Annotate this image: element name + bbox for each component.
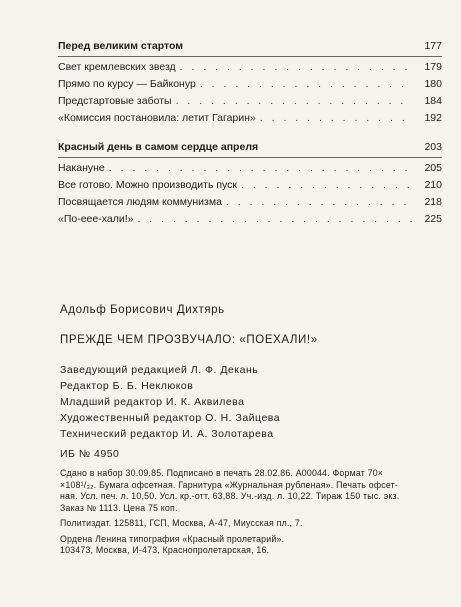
imprint-block (60, 304, 446, 557)
toc-entry-page: 192 (424, 112, 442, 124)
toc-entry-page: 179 (424, 61, 442, 73)
toc-entry (58, 59, 442, 76)
toc-entry-page: 218 (424, 196, 442, 208)
toc-heading-title: Красный день в самом сердце апреля (58, 141, 259, 153)
toc-entry-page: 180 (424, 78, 442, 90)
toc-entry-title: Посвящается людям коммунизма (58, 196, 222, 208)
toc-entry-title: Прямо по курсу — Байконур (58, 78, 196, 90)
toc-entry (58, 177, 442, 194)
toc-entry-page: 210 (424, 179, 442, 191)
toc-entry (58, 93, 442, 110)
toc-entry-page: 184 (424, 95, 442, 107)
dot-leader (241, 177, 412, 194)
toc-entry-title: «По-еее-хали!» (58, 213, 134, 225)
credit-line: Младший редактор И. К. Аквилева (60, 396, 245, 408)
printer-line: 103473, Москва, И-473, Краснопролетарская, 16. (60, 545, 270, 555)
dot-leader (226, 194, 412, 211)
toc-entry-title: Все готово. Можно производить пуск (58, 179, 238, 191)
dot-leader (109, 160, 412, 177)
dot-leader (137, 211, 412, 228)
toc-heading-page: 203 (424, 141, 442, 153)
toc-entry-title: «Комиссия постановила: летит Гагарин» (58, 112, 256, 124)
toc-entry-page: 225 (424, 213, 442, 225)
production-line: Заказ № 1113. Цена 75 коп. (60, 502, 178, 513)
production-line: ×108¹/₃₂. Бумага офсетная. Гарнитура «Журнальная рубленая». Печать офсет- (60, 479, 399, 490)
publisher-address: Политиздат. 125811, ГСП, Москва, А-47, Миусская пл., 7. (60, 518, 303, 528)
toc-section (58, 38, 442, 127)
toc-section-heading (58, 139, 442, 156)
toc-entry-page: 205 (424, 162, 442, 174)
toc-entry (58, 211, 442, 228)
dot-leader (200, 76, 412, 93)
book-title: ПРЕЖДЕ ЧЕМ ПРОЗВУЧАЛО: «ПОЕХАЛИ!» (60, 334, 318, 346)
divider (58, 157, 442, 158)
toc-entry (58, 76, 442, 93)
printer-info (60, 534, 446, 557)
toc-heading-page: 177 (424, 40, 442, 52)
production-line: Сдано в набор 30.09.85. Подписано в печать 28.02.86. А00044. Формат 70× (60, 468, 384, 478)
toc-section-heading (58, 38, 442, 55)
dot-leader (260, 110, 412, 127)
toc-entry-title: Накануне (58, 162, 105, 174)
toc-entry-title: Свет кремлевских звезд (58, 61, 176, 73)
toc-entry (58, 110, 442, 127)
printer-line: Ордена Ленина типография «Красный пролетарий». (60, 533, 285, 544)
ib-number: ИБ № 4950 (60, 448, 120, 460)
table-of-contents (58, 38, 442, 230)
toc-entry (58, 160, 442, 177)
toc-section (58, 139, 442, 228)
toc-entry (58, 194, 442, 211)
author-name: Адольф Борисович Дихтярь (60, 304, 225, 316)
credit-line: Редактор Б. Б. Неклюков (60, 380, 194, 392)
credit-line: Технический редактор И. А. Золотарева (60, 428, 274, 440)
production-line: ная. Усл. печ. л. 10,50. Усл. кр.-отт. 63,88. Уч.-изд. л. 10,22. Тираж 150 тыс. экз. (60, 491, 400, 501)
section-spacer (58, 129, 442, 139)
dot-leader (176, 93, 412, 110)
credit-line: Художественный редактор О. Н. Зайцева (60, 412, 281, 424)
divider (58, 56, 442, 57)
credits-list (60, 362, 446, 442)
dot-leader (180, 59, 412, 76)
toc-entry-title: Предстартовые заботы (58, 95, 172, 107)
toc-heading-title: Перед великим стартом (58, 40, 184, 52)
production-details (60, 468, 446, 514)
credit-line: Заведующий редакцией Л. Ф. Декань (60, 364, 259, 376)
